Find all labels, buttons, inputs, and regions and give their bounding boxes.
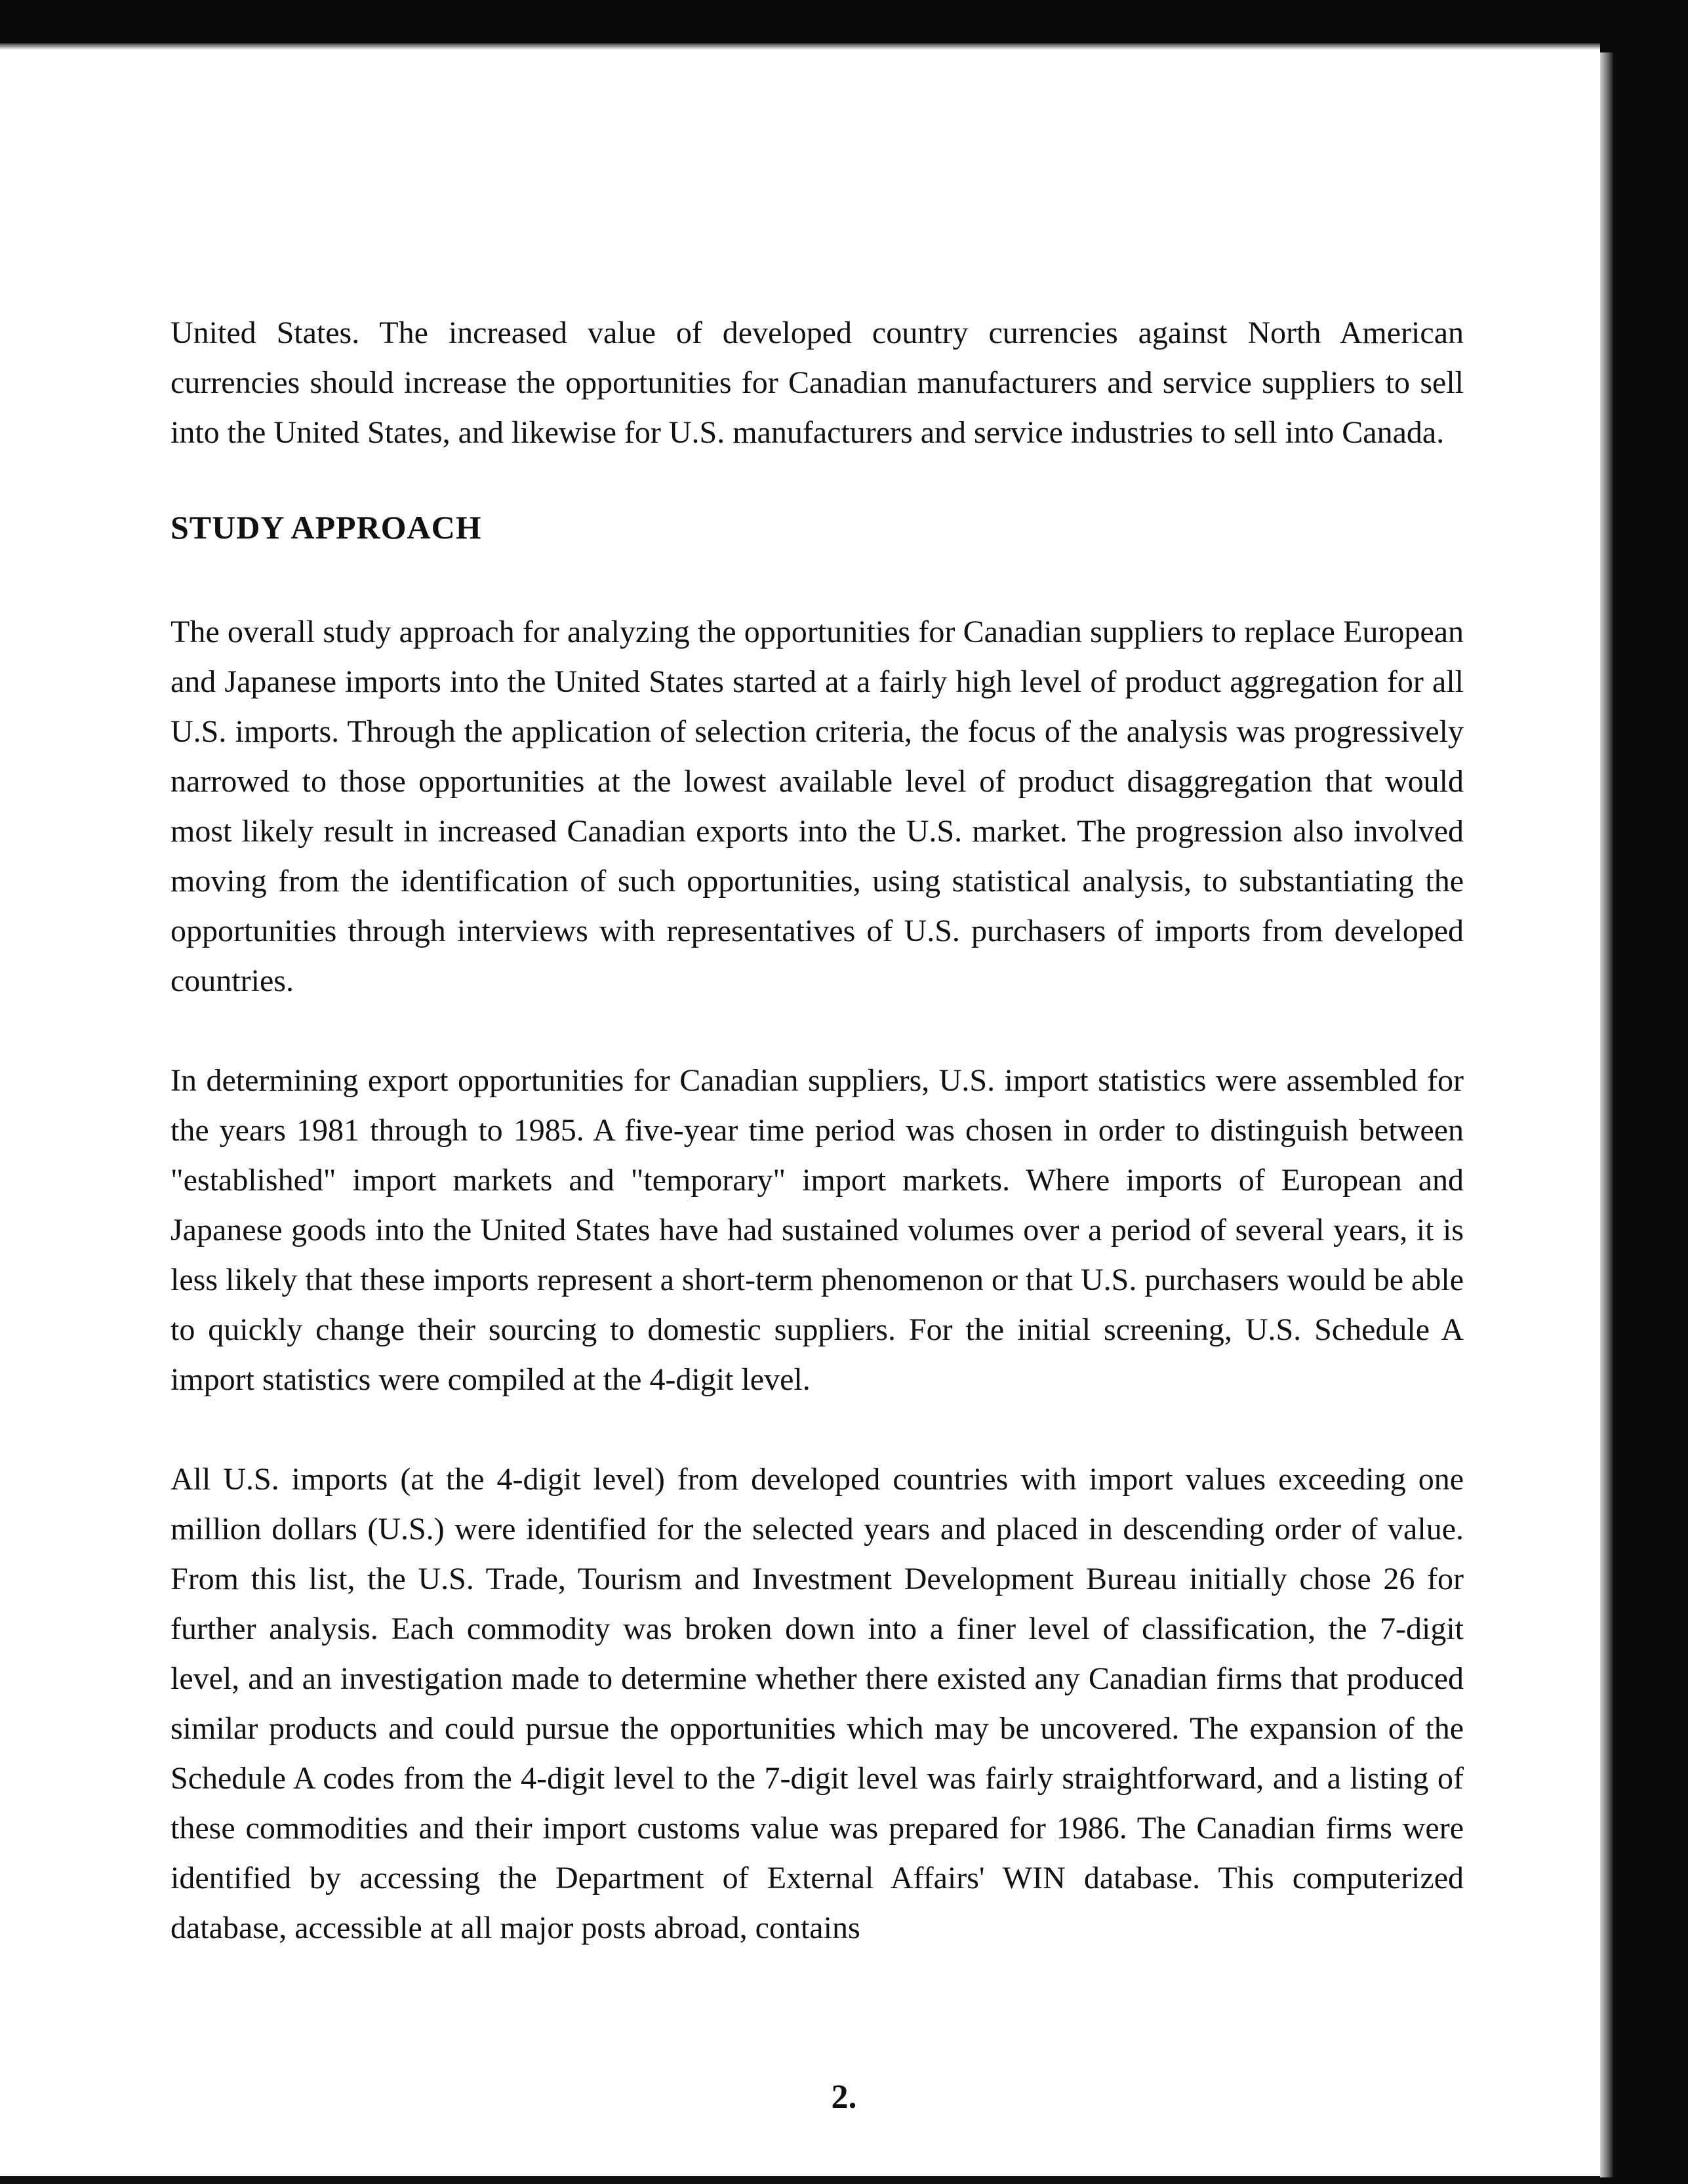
paragraph-export-opportunities: In determining export opportunities for Canadian suppliers, U.S. import statistics were assembled for the years 1981 through to 1985. A five-year time period was chosen in order to distinguish between "established" import markets and "temporary" import markets. Where imports of European and Japanese goods into the United States have had sustained volumes over a period of several years, it is less likely that these imports represent a short-term phenomenon or that U.S. purchasers would be able to quickly change their sourcing to domestic suppliers. For the initial screening, U.S. Schedule A import statistics were compiled at the 4-digit level. — [171, 1063, 1464, 1397]
scan-right-shadow — [1600, 52, 1613, 2177]
paragraph-continuation: United States. The increased value of developed country currencies against North American currencies should increase the opportunities for Canadian manufacturers and service suppliers to sell into the United States, and likewise for U.S. manufacturers and service industries to sell into Canada. — [171, 315, 1464, 450]
scan-right-border — [1600, 43, 1688, 2184]
document-page — [171, 308, 1464, 1953]
scan-top-shadow — [0, 43, 1688, 50]
section-heading: STUDY APPROACH — [171, 509, 482, 546]
scan-top-border — [0, 0, 1688, 43]
page-number: 2. — [831, 2078, 857, 2116]
scan-bottom-border — [0, 2176, 1600, 2184]
paragraph-study-approach: The overall study approach for analyzing the opportunities for Canadian suppliers to replace European and Japanese imports into the United States started at a fairly high level of product aggregation for all U.S. imports. Through the application of selection criteria, the focus of the analysis was progressively narrowed to those opportunities at the lowest available level of product disaggregation that would most likely result in increased Canadian exports into the U.S. market. The progression also involved moving from the identification of such opportunities, using statistical analysis, to substantiating the opportunities through interviews with representatives of U.S. purchasers of imports from developed countries. — [171, 615, 1464, 998]
paragraph-us-imports: All U.S. imports (at the 4-digit level) from developed countries with import values exceeding one million dollars (U.S.) were identified for the selected years and placed in descending order of value. From this list, the U.S. Trade, Tourism and Investment Development Bureau initially chose 26 for further analysis. Each commodity was broken down into a finer level of classification, the 7-digit level, and an investigation made to determine whether there existed any Canadian firms that produced similar products and could pursue the opportunities which may be uncovered. The expansion of the Schedule A codes from the 4-digit level to the 7-digit level was fairly straightforward, and a listing of these commodities and their import customs value was prepared for 1986. The Canadian firms were identified by accessing the Department of External Affairs' WIN database. This computerized database, accessible at all major posts abroad, contains — [171, 1462, 1464, 1945]
